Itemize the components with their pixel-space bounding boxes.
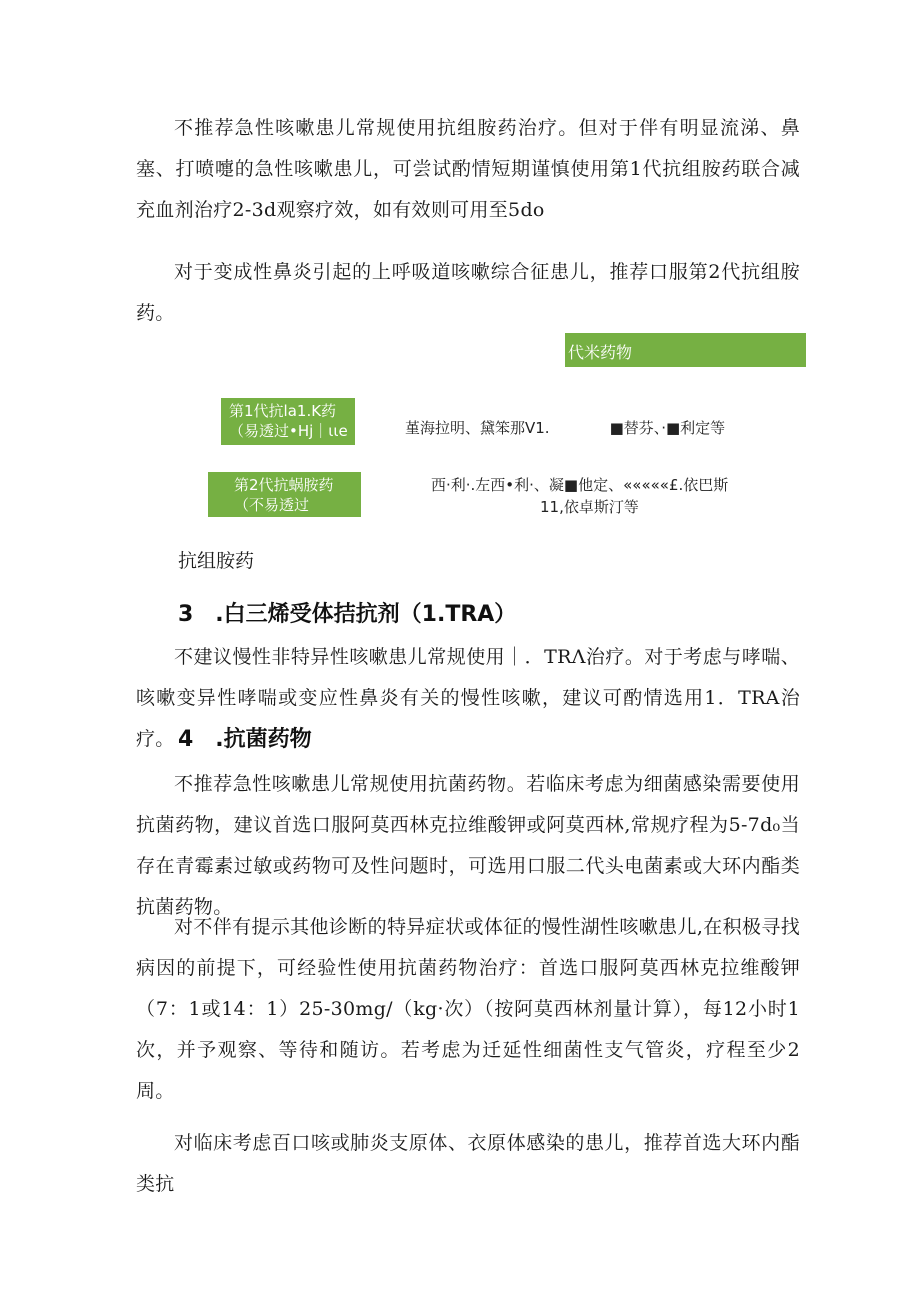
paragraph-antibiotics-chronic: 对不伴有提示其他诊断的特异症状或体征的慢性湖性咳嗽患儿,在积极寻找病因的前提下，可经验性使用抗菌药物治疗：首选口服阿莫西林克拉维酸钾（7：1或14：1）25-30mg/（kg·次）（按阿莫西林剂量计算），每12小时1次，并予观察、等待和随访。若考虑为迁延性细菌性支气管炎，疗程至少2周。 [136,916,800,1102]
paragraph-antibiotics-pertussis: 对临床考虑百口咳或肺炎支原体、衣原体感染的患儿，推荐首选大环内酯类抗 [136,1132,800,1195]
paragraph-antihistamine-label: 抗组胺药 [178,550,255,572]
table-header-drug-class: 代米药物 [565,333,806,367]
section-heading-antibiotics: 4 .抗菌药物 [178,727,312,752]
gen2-drug-list-line2: 11,依卓斯汀等 [540,498,639,516]
paragraph-antibiotics-acute: 不推荐急性咳嗽患儿常规使用抗菌药物。若临床考虑为细菌感染需要使用抗菌药物，建议首选口服阿莫西林克拉维酸钾或阿莫西林,常规疗程为5-7d₀当存在青霉素过敏或药物可及性问题时，可选用口服二代头电菌素或大环内酯类抗菌药物。 [136,773,800,918]
gen2-note: （不易透过 [234,496,310,514]
paragraph-ltra: 不建议慢性非特异性咳嗽患儿常规使用｜．TRΛ治疗。对于考虑与哮喘、咳嗽变异性哮喘或变应性鼻炎有关的慢性咳嗽，建议可酌情选用1．TRA治疗。 [136,646,800,750]
section-heading-ltra: 3 .白三烯受体拮抗剂（1.TRA） [178,602,517,627]
gen1-note: （易透过•Hj｜ιιe [229,422,348,440]
paragraph-antihistamine-acute: 不推荐急性咳嗽患儿常规使用抗组胺药治疗。但对于伴有明显流涕、鼻塞、打喷嚏的急性咳嗽患儿，可尝试酌情短期谨慎使用第1代抗组胺药联合减充血剂治疗2-3d观察疗效，如有效则可用至5do [136,117,800,221]
paragraph-antihistamine-rhinitis: 对于变成性鼻炎引起的上呼吸道咳嗽综合征患儿，推荐口服第2代抗组胺药。 [136,261,800,324]
table-cell-gen2-antihistamine [208,472,361,517]
gen1-label: 第1代抗la1.K药 [229,402,337,420]
gen2-drug-list-line1: 西·利·.左西•利·、凝■他定、«««««£.依巴斯 [431,476,729,494]
gen2-label: 第2代抗蜗胺药 [234,476,334,494]
gen1-drug-list: 堇海拉明、黛笨那V1. ■替芬、·■利定等 [405,419,726,437]
table-cell-gen1-antihistamine [221,398,355,445]
